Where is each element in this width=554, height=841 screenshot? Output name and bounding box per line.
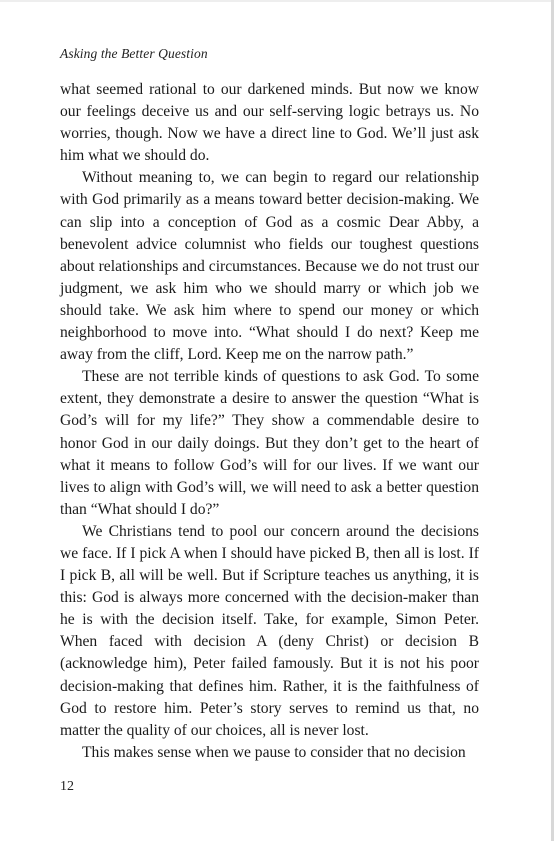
paragraph: We Christians tend to pool our concern around the decisions we face. If I pick A when I should have picked B, then all is lost. If I pick B, all will be well. But if Scripture teaches us anything, it is this: God is always more concerned with the decision-maker than he is with the decision itself. Take, for example, Simon Peter. When faced with decision A (deny Christ) or decision B (acknowledge him), Peter failed famously. But it is not his poor decision-making that defines him. Rather, it is the faithfulness of God to restore him. Peter’s story serves to remind us that, no matter the quality of our choices, all is never lost. xyxy=(60,522,479,739)
running-head: Asking the Better Question xyxy=(60,46,208,61)
paragraph: These are not terrible kinds of questions to ask God. To some extent, they demonstrate a desire to answer the question “What is God’s will for my life?” They show a commendable desire to honor God in our daily doings. But they don’t get to the heart of what it means to follow God’s will for our lives. If we want our lives to align with God’s will, we will need to ask a better question than “What should I do?” xyxy=(60,368,479,518)
paragraph: Without meaning to, we can begin to regard our relationship with God primarily as a means toward better decision-making. We can slip into a conception of God as a cosmic Dear Abby, a benevolent advice columnist who fields our toughest questions about relationships and circumstances. Because we do not trust our judgment, we ask him who we should marry or which job we should take. We ask him where to spend our money or which neighborhood to move into. “What should I do next? Keep me away from the cliff, Lord. Keep me on the narrow path.” xyxy=(60,169,479,364)
page-top-edge xyxy=(0,0,554,2)
paragraph: This makes sense when we pause to consider that no decision xyxy=(82,743,466,761)
paragraph: what seemed rational to our darkened minds. But now we know our feelings deceive us and our self-serving logic betrays us. No worries, though. Now we have a direct line to God. We’ll just ask him what we should do. xyxy=(60,81,479,165)
page-number: 12 xyxy=(60,779,74,794)
body-text xyxy=(60,79,479,764)
